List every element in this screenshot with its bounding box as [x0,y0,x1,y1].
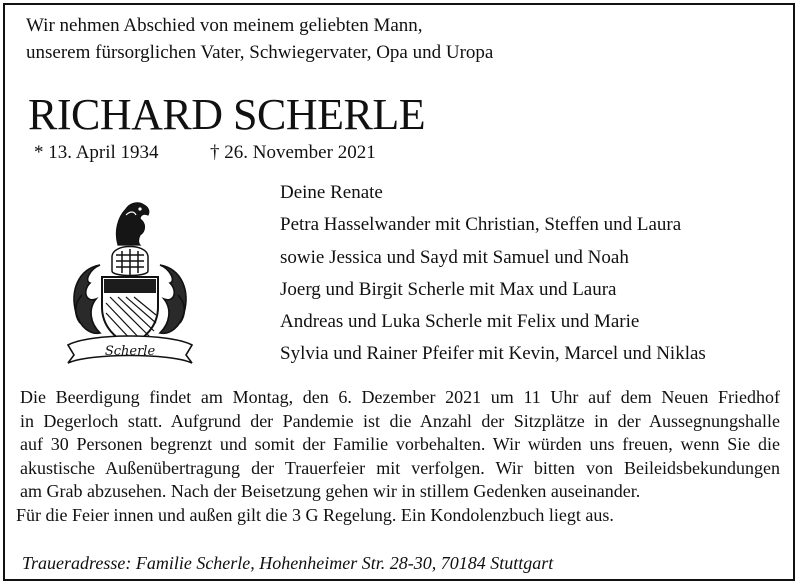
intro-line-1: Wir nehmen Abschied von meinem geliebten Mann, [26,15,423,36]
deceased-name: RICHARD SCHERLE [28,90,426,139]
mourner-line: Sylvia und Rainer Pfeifer mit Kevin, Marcel und Niklas [280,343,706,365]
funeral-line: am Grab abzusehen. Nach der Beisetzung gehen wir in stillem Gedenken auseinander. [20,481,641,502]
funeral-line: Die Beerdigung findet am Montag, den 6. Dezember 2021 um 11 Uhr auf dem Neuen Friedhof [20,387,780,407]
intro-text [26,12,493,66]
family-crest-icon [60,195,200,365]
mourning-address: Traueradresse: Familie Scherle, Hohenheimer Str. 28-30, 70184 Stuttgart [22,553,554,573]
mourner-line: Petra Hasselwander mit Christian, Steffen und Laura [280,214,682,236]
funeral-line: akustische Außenübertragung der Trauerfeier mit verfolgen. Wir bitten von Beileidsbekundungen [20,457,780,478]
intro-line-2: unserem fürsorglichen Vater, Schwiegervater, Opa und Uropa [26,42,494,63]
funeral-details [16,386,780,528]
mourner-line: Andreas und Luka Scherle mit Felix und Marie [280,311,640,333]
covid-note: Für die Feier innen und außen gilt die 3 G Regelung. Ein Kondolenzbuch liegt aus. [16,504,614,525]
funeral-line: auf 30 Personen begrenzt und somit der Familie vorbehalten. Wir würden uns freuen, wenn Sie die [20,434,780,455]
life-dates [34,141,376,165]
mourner-line: sowie Jessica und Sayd mit Samuel und Noah [280,246,629,268]
death-date: † 26. November 2021 [210,142,376,163]
mourner-line: Deine Renate [280,182,383,203]
mourners-list [280,177,706,371]
funeral-line: in Degerloch statt. Aufgrund der Pandemie ist die Anzahl der Sitzplätze in der Aussegnungshalle [20,410,780,431]
crest-ribbon-text: Scherle [104,344,156,359]
mourner-line: Joerg und Birgit Scherle mit Max und Laura [280,278,617,300]
birth-date: * 13. April 1934 [34,142,159,163]
